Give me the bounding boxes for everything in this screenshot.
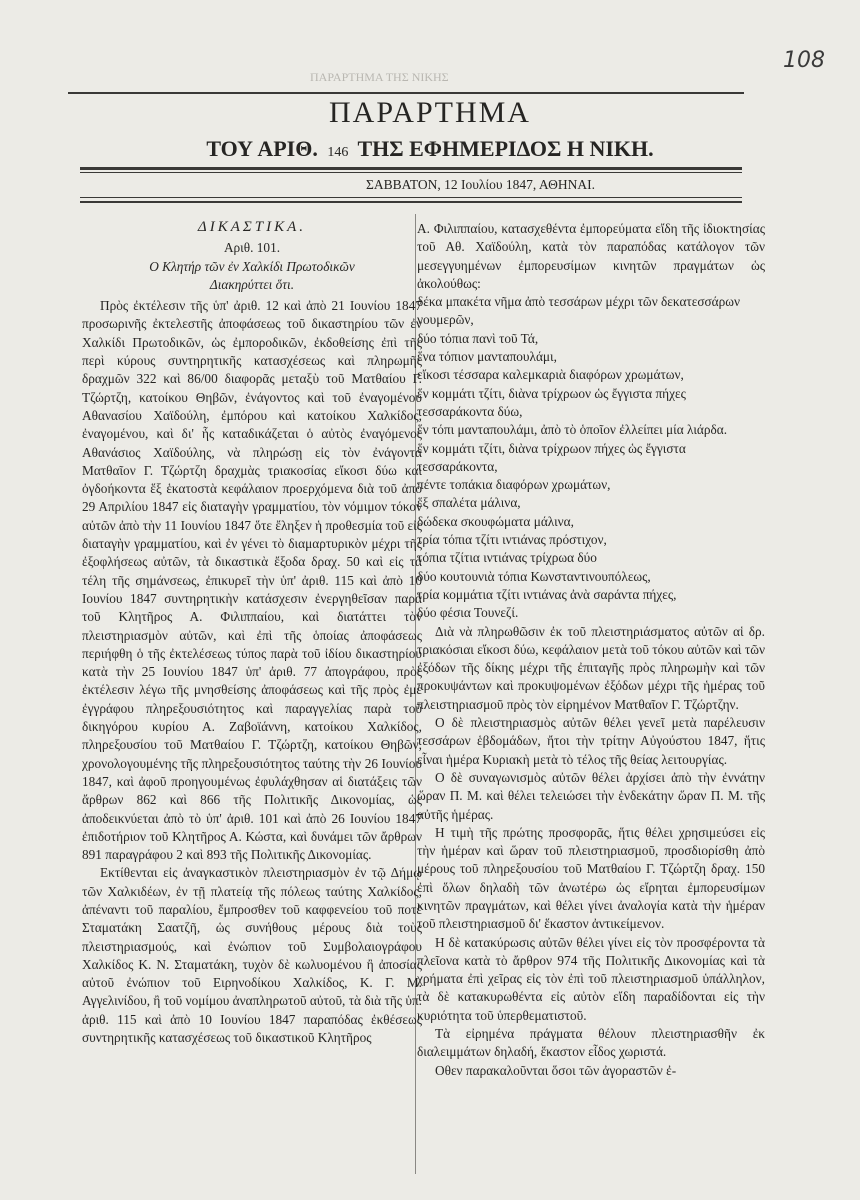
item-entry: τρία κομμάτια τζίτι ιντιάνας ἀνὰ σαράντα πήχες, bbox=[417, 586, 677, 602]
paragraph: Πρὸς ἐκτέλεσιν τῆς ὑπ' ἀριθ. 12 καὶ ἀπὸ 21 Ιουνίου 1847 προσωρινῆς ἐκτελεστῆς ἀποφάσεως τοῦ δικαστηρίου τῶν ἐν Χαλκίδι Πρωτοδικῶν, ὡς ἐμποροδικῶν, ἐκδοθείσης ἐπὶ τῆς περὶ κύρους συντηρητικῆς κατασχέσεως καὶ πληρωμῆς δραχμῶν 322 καὶ 86/00 διαφορᾶς μεταξὺ τοῦ Ματθαίου Γ. Τζώρτζη, κατοίκου Θηβῶν, ἐνάγοντος καὶ τοῦ ἐναγομένου Αθανασίου Χαϊδούλη, ἐμπόρου καὶ κατοίκου Χαλκίδος, ἐναγομένου, καὶ δι' ἧς καταδικάζεται ὁ αὐτὸς ἐναγόμενος Αθανάσιος Χαϊδούλης, νὰ πληρώσῃ εἰς τὸν ἐνάγοντα Ματθαῖον Γ. Τζώρτζη δραχμὰς τριακοσίας εἴκοσι δύω καὶ ὀγδοήκοντα ἕξ ἑκατοστὰ κεφάλαιον προερχόμενα διὰ τοῦ ἀπὸ 29 Απριλίου 1847 εἰς διαταγὴν γραμματίου, τὸν νόμιμον τόκον αὐτῶν ἀπὸ τὴν 11 Ιουνίου 1847 ὅτε ἔληξεν ἡ προθεσμία τοῦ εἰς διαταγὴν γραμματίου, καὶ ἐν γένει τὸ διαμαρτυρικὸν μέχρι τῆς ἐξοφλήσεως αὐτῶν, τὰ δικαστικὰ ἔξοδα δραχ. 50 καὶ εἰς τὰ τέλη τῆς σημάνσεως, ἐπικυρεῖ τὴν ὑπ' ἀριθ. 115 καὶ ἀπὸ 10 Ιουνίου 1847 συντηρητικὴν κατάσχεσιν ἐνεργηθεῖσαν παρὰ τοῦ Κλητῆρος Α. Φιλιππαίου, καὶ διατάττει τὸν πλειστηριασμὸν αὐτῶν, καὶ ἐπὶ τῆς ὁποίας ἀποφάσεως περιήφθη ὁ τῆς ἐκτελέσεως τύπος παρὰ τοῦ ἰδίου δικαστηρίου κατὰ τὴν 25 Ιουνίου 1847 ὑπ' ἀριθ. 77 ἀπογράφου, πρὸς ἐκτέλεσιν λέγω τῆς μνησθείσης ἀποφάσεως καὶ τῆς πρὸς ἐμὲ ἐγγράφου πληρεξουσιότητος καὶ παραγγελίας παρὰ τοῦ δικηγόρου κυρίου Α. Ζαβοϊάννη, κατοίκου Χαλκίδος, πληρεξουσίου τοῦ Ματθαίου Γ. Τζώρτζη, κατοίκου Θηβῶν, χρονολογουμένης τῆς πληρεξουσιότητος ταύτης τὴν 26 Ιουνίου 1847, καὶ ἀφοῦ προηγουμένως ἐφυλάχθησαν αἱ διατάξεις τῶν ἄρθρων 862 καὶ 866 τῆς Πολιτικῆς Δικονομίας, ὡς ἀποδεικνύεται ἀπὸ τὸ ὑπ' ἀριθ. 101 καὶ ἀπὸ 26 Ιουνίου 1847 ἐπιδοτήριον τοῦ Κλητῆρος Α. Κώστα, καὶ δυνάμει τῶν ἄρθρων 891 παραγράφου 2 καὶ 893 τῆς Πολιτικῆς Δικονομίας. bbox=[82, 298, 422, 863]
item-entry: ἕνα τόπιον μανταπουλάμι, bbox=[417, 349, 557, 365]
masthead-thin-rule bbox=[80, 172, 742, 173]
item-entry: δώδεκα σκουφώματα μάλινα, bbox=[417, 513, 574, 529]
section-heading: ΔΙΚΑΣΤΙΚΑ. bbox=[197, 219, 307, 235]
masthead-top-rule bbox=[68, 92, 744, 94]
item-entry: τρία τόπια τζίτι ιντιάνας πρόστιχον, bbox=[417, 532, 607, 548]
issue-number: 146 bbox=[327, 145, 349, 160]
paragraph: Η τιμὴ τῆς πρώτης προσφορᾶς, ἥτις θέλει χρησιμεύσει εἰς τὴν ἡμέραν καὶ ὥραν τοῦ πλειστηριασμοῦ, προσδιορίσθη ἀπὸ μέρους τοῦ πληρεξουσίου τοῦ Ματθαίου Γ. Τζώρτζη δραχ. 150 ἐπὶ ὅλων δηλαδὴ τῶν ἀνωτέρω ὡς εἴρηται ἐμπορευσίμων κινητῶν πραγμάτων, καὶ θέλει γίνει ἀναλογία κατὰ τὴν ἡμέραν τοῦ πλειστηριασμοῦ δι' ἕκαστον ἀντικείμενον. bbox=[417, 824, 765, 932]
item-entry: ἕξ σπαλέτα μάλινα, bbox=[417, 495, 521, 511]
notice-intro-2: Διακηρύττει ὅτι. bbox=[209, 276, 295, 292]
notice-number: Αριθ. 101. bbox=[223, 240, 281, 256]
item-entry: ἕν τόπι μανταπουλάμι, ἀπὸ τὸ ὁποῖον ἐλλείπει μία λιάρδα. bbox=[417, 422, 728, 438]
right-paragraphs bbox=[417, 623, 765, 1080]
masthead-subtitle bbox=[0, 136, 860, 162]
item-entry: πέντε τοπάκια διαφόρων χρωμάτων, bbox=[417, 477, 611, 493]
item-list bbox=[417, 293, 765, 622]
paragraph: Η δὲ κατακύρωσις αὐτῶν θέλει γίνει εἰς τὸν προσφέροντα τὰ πλεῖονα κατὰ τὸ ἄρθρον 974 τῆς Πολιτικῆς Δικονομίας καὶ τὰ χρήματα ἐπὶ χεῖρας εἰς τὸν ἐπὶ τοῦ πλειστηριασμοῦ ὑπάλληλον, τὰ δὲ κατακυρωθέντα εἰς αὐτὸν εἴδη παραδίδονται εἰς τὴν κυριότητα τοῦ ὑπερθεματιστοῦ. bbox=[417, 934, 765, 1023]
bleed-through-text: ΠΑΡΑΡΤΗΜΑ ΤΗΣ ΝΙΚΗΣ bbox=[310, 70, 449, 84]
item-entry: εἴκοσι τέσσαρα καλεμκαριὰ διαφόρων χρωμάτων, bbox=[417, 367, 684, 383]
item-entry: ἕν κομμάτι τζίτι, διὰνα τρίχρωον πήχες ὡς ἔγγιστα τεσσαράκοντα, bbox=[417, 440, 686, 474]
masthead-thick-rule bbox=[80, 167, 742, 170]
paragraph: Οθεν παρακαλοῦνται ὅσοι τῶν ἀγοραστῶν ἐ- bbox=[435, 1062, 677, 1078]
paragraph: Τὰ εἰρημένα πράγματα θέλουν πλειστηριασθῆν ἐκ διαλειμμάτων δηλαδή, ἕκαστον εἶδος χωριστά. bbox=[417, 1026, 765, 1060]
notice-intro: Ο Κλητήρ τῶν ἐν Χαλκίδι Πρωτοδικῶν bbox=[149, 258, 355, 274]
dateline-rule-bottom bbox=[80, 201, 742, 203]
subtitle-right: ΤΗΣ ΕΦΗΜΕΡΙΔΟΣ Η ΝΙΚΗ. bbox=[357, 136, 654, 161]
page-number: 108 bbox=[783, 48, 825, 73]
left-column bbox=[82, 218, 422, 1047]
item-entry: δύο κουτουνιὰ τόπια Κωνσταντινουπόλεως, bbox=[417, 568, 651, 584]
right-column bbox=[417, 220, 765, 1080]
paragraph: Διὰ νὰ πληρωθῶσιν ἐκ τοῦ πλειστηριάσματος αὐτῶν αἱ δρ. τριακόσιαι εἴκοσι δύω, κεφάλαιον μετὰ τοῦ τόκου αὐτῶν καὶ τῶν ἐξόδων τῆς δίκης μέχρι τῆς ἐπιταγῆς πρὸς πληρωμὴν καὶ τῶν προκυψάντων καὶ προκυψομένων ἐξόδων μέχρι τῆς ἡμέρας τοῦ πλειστηριασμοῦ πρὸς τὸν εἰρημένον Ματθαῖον Γ. Τζώρτζην. bbox=[417, 623, 765, 712]
dateline-rule-top bbox=[80, 197, 742, 198]
item-entry: δύο τόπια πανὶ τοῦ Τά, bbox=[417, 330, 539, 346]
subtitle-left: ΤΟΥ ΑΡΙΘ. bbox=[206, 136, 318, 161]
item-entry: δέκα μπακέτα νῆμα ἀπὸ τεσσάρων μέχρι τῶν δεκατεσσάρων νουμερῶν, bbox=[417, 294, 741, 328]
item-entry: δύο φέσια Τουνεζί. bbox=[417, 605, 519, 621]
dateline: ΣΑΒΒΑΤΟΝ, 12 Ιουλίου 1847, ΑΘΗΝΑΙ. bbox=[366, 177, 595, 192]
item-entry: τόπια τζίτια ιντιάνας τρίχρωα δύο bbox=[417, 550, 597, 566]
masthead-title: ΠΑΡΑΡΤΗΜΑ bbox=[329, 96, 531, 129]
auction-intro: Α. Φιλιππαίου, κατασχεθέντα ἐμπορεύματα εἴδη τῆς ἰδιοκτησίας τοῦ Αθ. Χαϊδούλη, κατὰ τὸν παραπόδας κατάλογον τῶν μεσεγγυημένων ἐμπορευσίμων κινητῶν πραγμάτων ὡς ἀκολούθως: bbox=[417, 221, 765, 291]
item-entry: ἕν κομμάτι τζίτι, διὰνα τρίχρωον ὡς ἔγγιστα πήχες τεσσαράκοντα δύω, bbox=[417, 385, 686, 419]
paragraph: Ο δὲ πλειστηριασμὸς αὐτῶν θέλει γενεῖ μετὰ παρέλευσιν τεσσάρων ἑβδομάδων, ἤτοι τὴν τρίτην Αὐγούστου 1847, ἥτις εἶναι ἡμέρα Κυριακὴ μετὰ τὸ τέλος τῆς θείας λειτουργίας. bbox=[417, 715, 765, 767]
paragraph: Ο δὲ συναγωνισμὸς αὐτῶν θέλει ἀρχίσει ἀπὸ τὴν ἐννάτην ὥραν Π. Μ. καὶ θέλει τελειώσει τὴν ἑνδεκάτην ὥραν Π. Μ. τῆς αὐτῆς ἡμέρας. bbox=[417, 769, 765, 822]
paragraph: Εκτίθενται εἰς ἀναγκαστικὸν πλειστηριασμὸν ἐν τῷ Δήμῳ τῶν Χαλκιδέων, ἐν τῇ πλατείᾳ τῆς πόλεως ταύτης Χαλκίδος, ἀπέναντι τοῦ παραλίου, ἔμπροσθεν τοῦ καφφενείου τοῦ ποτὲ Σταματάκη Σαατζῆ, ὡς συνήθους μέρους διὰ τοὺς πλειστηριασμούς, καὶ ἐνώπιον τοῦ Συμβολαιογράφου Χαλκίδος Κ. Ν. Σταματάκη, τυχὸν δὲ κωλυομένου ἢ ἀποσίας αὐτοῦ ἐνώπιον τοῦ Ειρηνοδίκου Χαλκίδος, Κ. Γ. Μ. Αγγελινίδου, ἢ τοῦ νομίμου ἀναπληρωτοῦ αὐτοῦ, τὰ διὰ τῆς ὑπ. ἀριθ. 115 καὶ ἀπὸ 10 Ιουνίου 1847 παραπόδας ἐκθέσεως συντηρητικῆς κατασχέσεως τοῦ δικαστικοῦ Κλητῆρος bbox=[82, 865, 422, 1046]
